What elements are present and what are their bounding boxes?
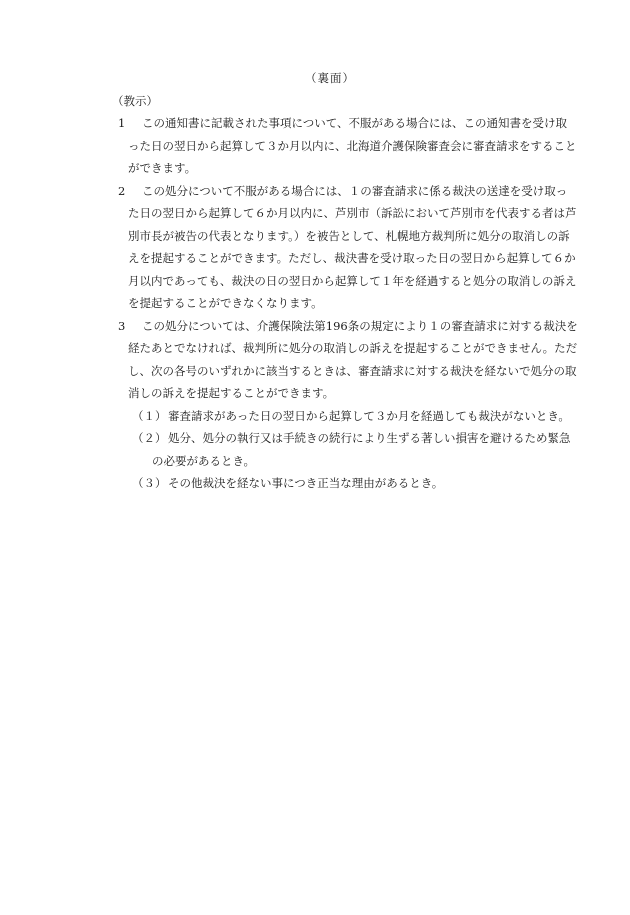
item-number: 3 bbox=[118, 318, 126, 333]
sub-item-number: （２） bbox=[132, 431, 167, 445]
item-number: 2 bbox=[118, 183, 126, 198]
sub-item-text: 処分、処分の執行又は手続きの続行により生ずる著しい損害を避けるため緊急の必要があるとき。 bbox=[152, 431, 571, 468]
sub-item-text: その他裁決を経ない事につき正当な理由があるとき。 bbox=[168, 476, 444, 490]
sub-item-list bbox=[118, 405, 578, 495]
item-text: この通知書に記載された事項について、不服がある場合には、この通知書を受け取った日の翌日から起算して３か月以内に、北海道介護保険審査会に審査請求をすることができます。 bbox=[128, 116, 577, 175]
page-title: （裏面） bbox=[305, 71, 355, 85]
item-text: この処分について不服がある場合には、１の審査請求に係る裁決の送達を受け取った日の翌日から起算して６か月以内に、芦別市（訴訟において芦別市を代表する者は芦別市長が被告の代表となります。）を被告として、札幌地方裁判所に処分の取消しの訴えを提起することができます。ただし、裁決書を受け取った日の翌日から起算して６か月以内であっても、裁決の日の翌日から起算して１年を経過すると処分の取消しの訴えを提起することができなくなります。 bbox=[128, 183, 577, 310]
sub-item-2 bbox=[132, 427, 578, 472]
notice-items bbox=[118, 112, 578, 495]
sub-item-text: 審査請求があった日の翌日から起算して３か月を経過しても裁決がないとき。 bbox=[168, 408, 570, 423]
sub-item-number: （１） bbox=[132, 408, 167, 423]
item-number: 1 bbox=[118, 116, 126, 130]
item-text: この処分については、介護保険法第196条の規定により１の審査請求に対する裁決を経たあとでなければ、裁判所に処分の取消しの訴えを提起することができません。ただし、次の各号のいずれかに該当するときは、審査請求に対する裁決を経ないで処分の取消しの訴えを提起することができます。 bbox=[128, 318, 578, 400]
sub-item-1 bbox=[132, 405, 578, 428]
notice-item-3 bbox=[118, 315, 578, 405]
section-heading: （教示） bbox=[112, 94, 158, 108]
sub-item-number: （３） bbox=[132, 476, 167, 490]
notice-item-1 bbox=[118, 112, 578, 180]
notice-item-2 bbox=[118, 180, 578, 315]
sub-item-3 bbox=[132, 472, 578, 495]
